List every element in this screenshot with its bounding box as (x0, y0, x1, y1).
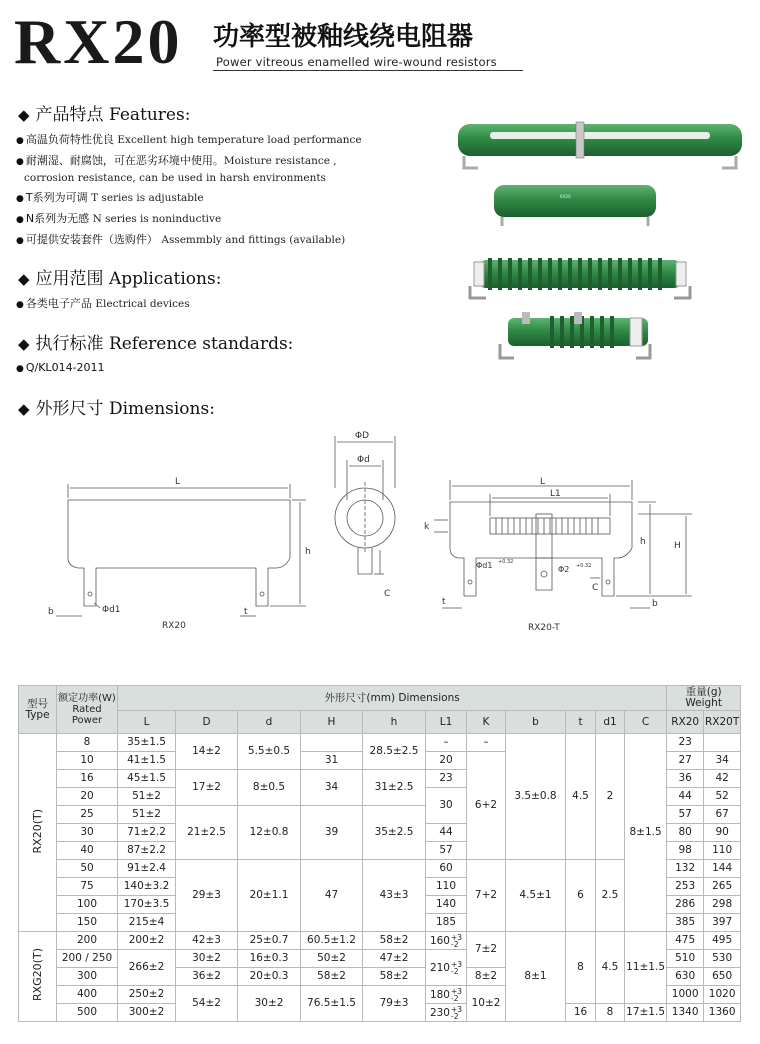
table-cell: 140±3.2 (118, 878, 176, 896)
table-cell: 170±3.5 (118, 896, 176, 914)
product-photos (450, 112, 750, 372)
col-weight-rx20t: RX20T (704, 711, 741, 734)
col-L: L (118, 711, 176, 734)
weight-header: 重量(g) Weight (667, 686, 741, 711)
table-cell: 67 (704, 806, 741, 824)
table-cell: 265 (704, 878, 741, 896)
table-cell: – (467, 734, 506, 752)
group-rx20t: RX20(T) (19, 734, 57, 932)
table-cell: 23 (667, 734, 704, 752)
table-cell: 30±2 (176, 950, 238, 968)
table-cell: 8 (57, 734, 118, 752)
feature-item: ● 高温负荷特性优良 Excellent high temperature load performance (16, 133, 362, 146)
table-cell: 57 (667, 806, 704, 824)
col-K: K (467, 711, 506, 734)
features-heading: ◆ 产品特点 Features: (18, 105, 191, 125)
table-cell: 31±2.5 (363, 770, 426, 806)
table-cell: 76.5±1.5 (301, 986, 363, 1022)
col-H: H (301, 711, 363, 734)
table-cell: 5.5±0.5 (238, 734, 301, 770)
rx20t-L1-label: L1 (550, 489, 561, 499)
table-cell: 60.5±1.2 (301, 932, 363, 950)
diamond-icon: ◆ (18, 106, 30, 124)
table-cell: 1000 (667, 986, 704, 1004)
rx20t-b-label: b (652, 599, 658, 609)
dimension-drawings (30, 428, 730, 646)
table-cell: 8±1 (506, 932, 566, 1022)
feature-item: ● 可提供安装套件（选购件） Assemmbly and fittings (available) (16, 233, 346, 246)
table-cell: 58±2 (301, 968, 363, 986)
table-cell: 10±2 (467, 986, 506, 1022)
diamond-icon: ◆ (18, 335, 30, 353)
table-cell: 7+2 (467, 860, 506, 932)
applications-heading: ◆ 应用范围 Applications: (18, 269, 222, 289)
table-cell: 20 (426, 752, 467, 770)
table-cell: 144 (704, 860, 741, 878)
ring-d-label: Φd (357, 455, 370, 465)
table-cell: 8±0.5 (238, 770, 301, 806)
table-cell: 30±2 (238, 986, 301, 1022)
col-weight-rx20: RX20 (667, 711, 704, 734)
table-cell: 17±1.5 (625, 1004, 667, 1022)
table-cell: 253 (667, 878, 704, 896)
model-title: RX20 (14, 6, 183, 77)
table-cell: 100 (57, 896, 118, 914)
group-rxg20t: RXG20(T) (19, 932, 57, 1022)
table-cell: 11±1.5 (625, 932, 667, 1004)
table-cell: 30 (57, 824, 118, 842)
table-cell: 52 (704, 788, 741, 806)
rx20-d1-label: Φd1 (102, 605, 121, 615)
col-C: C (625, 711, 667, 734)
table-cell: 4.5±1 (506, 860, 566, 932)
table-cell: 12±0.8 (238, 806, 301, 860)
table-cell: 8 (566, 932, 596, 1004)
col-d1: d1 (596, 711, 625, 734)
table-cell: 20±0.3 (238, 968, 301, 986)
table-cell: 2 (596, 734, 625, 860)
table-cell: 286 (667, 896, 704, 914)
table-cell: 4.5 (596, 932, 625, 1004)
table-cell: 71±2.2 (118, 824, 176, 842)
rx20-t-label: t (244, 607, 248, 617)
rx20t-d2-label: Φ2 (558, 565, 570, 574)
dimensions-heading: ◆ 外形尺寸 Dimensions: (18, 399, 215, 419)
col-L1: L1 (426, 711, 467, 734)
col-D: D (176, 711, 238, 734)
feature-item: ● N系列为无感 N series is noninductive (16, 212, 222, 225)
table-cell: 51±2 (118, 788, 176, 806)
table-cell: 23 (426, 770, 467, 788)
table-cell: 180+3 -2 (426, 986, 467, 1004)
table-cell: 44 (667, 788, 704, 806)
feature-item-continuation: corrosion resistance, can be used in harsh environments (24, 172, 326, 184)
ring-D-label: ΦD (355, 431, 370, 441)
feature-item: ● 耐潮湿、耐腐蚀，可在恶劣环境中使用。Moisture resistance , (16, 154, 337, 167)
table-cell: – (426, 734, 467, 752)
rx20t-d1-tolerance: +0.32 (498, 559, 514, 565)
table-cell: 31 (301, 752, 363, 770)
table-cell: 400 (57, 986, 118, 1004)
table-cell: 58±2 (363, 932, 426, 950)
table-cell: 90 (704, 824, 741, 842)
table-cell: 14±2 (176, 734, 238, 770)
table-cell: 80 (667, 824, 704, 842)
table-cell: 79±3 (363, 986, 426, 1022)
rx20t-C-label: C (592, 583, 599, 593)
table-cell: 150 (57, 914, 118, 932)
table-cell: 140 (426, 896, 467, 914)
rx20t-H-label: H (674, 541, 681, 551)
table-cell: 215±4 (118, 914, 176, 932)
rx20-h-label: h (305, 547, 311, 557)
table-cell: 300 (57, 968, 118, 986)
table-cell: 1360 (704, 1004, 741, 1022)
table-cell: 250±2 (118, 986, 176, 1004)
table-cell: 110 (704, 842, 741, 860)
diamond-icon: ◆ (18, 400, 30, 418)
table-cell: 34 (704, 752, 741, 770)
table-cell: 20 (57, 788, 118, 806)
table-cell: 2.5 (596, 860, 625, 932)
title-underline (213, 70, 523, 71)
rx20-b-label: b (48, 607, 54, 617)
table-cell: 300±2 (118, 1004, 176, 1022)
table-cell: 51±2 (118, 806, 176, 824)
rx20t-d2-tolerance: +0.32 (576, 563, 592, 569)
table-cell: 110 (426, 878, 467, 896)
svg-text:RX20: RX20 (560, 194, 571, 199)
table-cell: 58±2 (363, 968, 426, 986)
table-cell: 98 (667, 842, 704, 860)
table-cell: 25 (57, 806, 118, 824)
rx20t-caption: RX20-T (528, 623, 560, 633)
chinese-title: 功率型被釉线绕电阻器 (213, 22, 474, 52)
standard-item: ● Q/KL014-2011 (16, 361, 105, 374)
table-cell (301, 734, 363, 752)
specification-table (18, 685, 741, 1022)
rx20t-t-label: t (442, 597, 446, 607)
table-cell: 266±2 (118, 950, 176, 986)
table-cell: 16 (57, 770, 118, 788)
rx20t-d1-label: Φd1 (476, 561, 493, 570)
table-cell: 7±2 (467, 932, 506, 968)
table-cell: 20±1.1 (238, 860, 301, 932)
table-cell: 43±3 (363, 860, 426, 932)
rx20-L-label: L (175, 477, 181, 487)
table-cell: 36±2 (176, 968, 238, 986)
table-cell: 21±2.5 (176, 806, 238, 860)
table-cell: 50±2 (301, 950, 363, 968)
feature-item: ● T系列为可调 T series is adjustable (16, 191, 204, 204)
table-cell: 54±2 (176, 986, 238, 1022)
rx20t-L-label: L (540, 477, 546, 487)
table-cell: 42 (704, 770, 741, 788)
table-cell: 16 (566, 1004, 596, 1022)
col-b: b (506, 711, 566, 734)
english-title: Power vitreous enamelled wire-wound resistors (216, 55, 497, 69)
table-cell: 36 (667, 770, 704, 788)
table-cell: 510 (667, 950, 704, 968)
table-cell: 385 (667, 914, 704, 932)
table-cell: 650 (704, 968, 741, 986)
table-cell: 500 (57, 1004, 118, 1022)
table-cell: 57 (426, 842, 467, 860)
table-cell: 29±3 (176, 860, 238, 932)
table-cell: 200 / 250 (57, 950, 118, 968)
table-cell: 42±3 (176, 932, 238, 950)
ring-C-label: C (384, 589, 391, 599)
col-d: d (238, 711, 301, 734)
rated-power-header: 额定功率(W) Rated Power (57, 686, 118, 734)
table-cell: 1340 (667, 1004, 704, 1022)
resistor-rx20-photo (494, 185, 656, 226)
rx20t-k-label: k (424, 522, 430, 532)
table-cell: 8±2 (467, 968, 506, 986)
table-cell: 60 (426, 860, 467, 878)
table-cell: 200±2 (118, 932, 176, 950)
table-cell: 6 (566, 860, 596, 932)
table-cell: 3.5±0.8 (506, 734, 566, 860)
table-cell: 397 (704, 914, 741, 932)
table-cell: 30 (426, 788, 467, 824)
table-cell: 91±2.4 (118, 860, 176, 878)
table-cell: 475 (667, 932, 704, 950)
table-cell: 210+3 -2 (426, 950, 467, 986)
table-cell: 47±2 (363, 950, 426, 968)
table-cell: 630 (667, 968, 704, 986)
table-row (19, 932, 741, 950)
col-t: t (566, 711, 596, 734)
table-cell: 39 (301, 806, 363, 860)
table-cell: 44 (426, 824, 467, 842)
type-header: 型号 Type (19, 686, 57, 734)
rx20-caption: RX20 (162, 621, 186, 631)
table-cell: 132 (667, 860, 704, 878)
table-cell: 75 (57, 878, 118, 896)
table-cell: 35±2.5 (363, 806, 426, 860)
table-cell: 298 (704, 896, 741, 914)
table-row (19, 734, 741, 752)
table-cell: 50 (57, 860, 118, 878)
table-cell (704, 734, 741, 752)
table-cell: 4.5 (566, 734, 596, 860)
standards-heading: ◆ 执行标准 Reference standards: (18, 334, 294, 354)
table-cell: 530 (704, 950, 741, 968)
table-cell: 1020 (704, 986, 741, 1004)
table-cell: 200 (57, 932, 118, 950)
table-cell: 8±1.5 (625, 734, 667, 932)
table-cell: 35±1.5 (118, 734, 176, 752)
table-cell: 160+3 -2 (426, 932, 467, 950)
table-cell: 17±2 (176, 770, 238, 806)
table-cell: 8 (596, 1004, 625, 1022)
table-cell: 25±0.7 (238, 932, 301, 950)
table-cell: 495 (704, 932, 741, 950)
rx20t-h-label: h (640, 537, 646, 547)
dimensions-header: 外形尺寸(mm) Dimensions (118, 686, 667, 711)
table-cell: 47 (301, 860, 363, 932)
col-h: h (363, 711, 426, 734)
table-cell: 40 (57, 842, 118, 860)
table-cell: 34 (301, 770, 363, 806)
resistor-coil-photo (470, 258, 690, 298)
resistor-rx20t-photo (458, 122, 742, 168)
table-cell: 27 (667, 752, 704, 770)
resistor-clamp-photo (500, 312, 650, 358)
diamond-icon: ◆ (18, 270, 30, 288)
table-cell: 230+3 -2 (426, 1004, 467, 1022)
table-cell: 16±0.3 (238, 950, 301, 968)
table-cell: 185 (426, 914, 467, 932)
table-cell: 6+2 (467, 752, 506, 860)
table-cell: 87±2.2 (118, 842, 176, 860)
table-cell: 45±1.5 (118, 770, 176, 788)
table-cell: 41±1.5 (118, 752, 176, 770)
table-cell: 10 (57, 752, 118, 770)
application-item: ● 各类电子产品 Electrical devices (16, 297, 190, 310)
table-cell: 28.5±2.5 (363, 734, 426, 770)
